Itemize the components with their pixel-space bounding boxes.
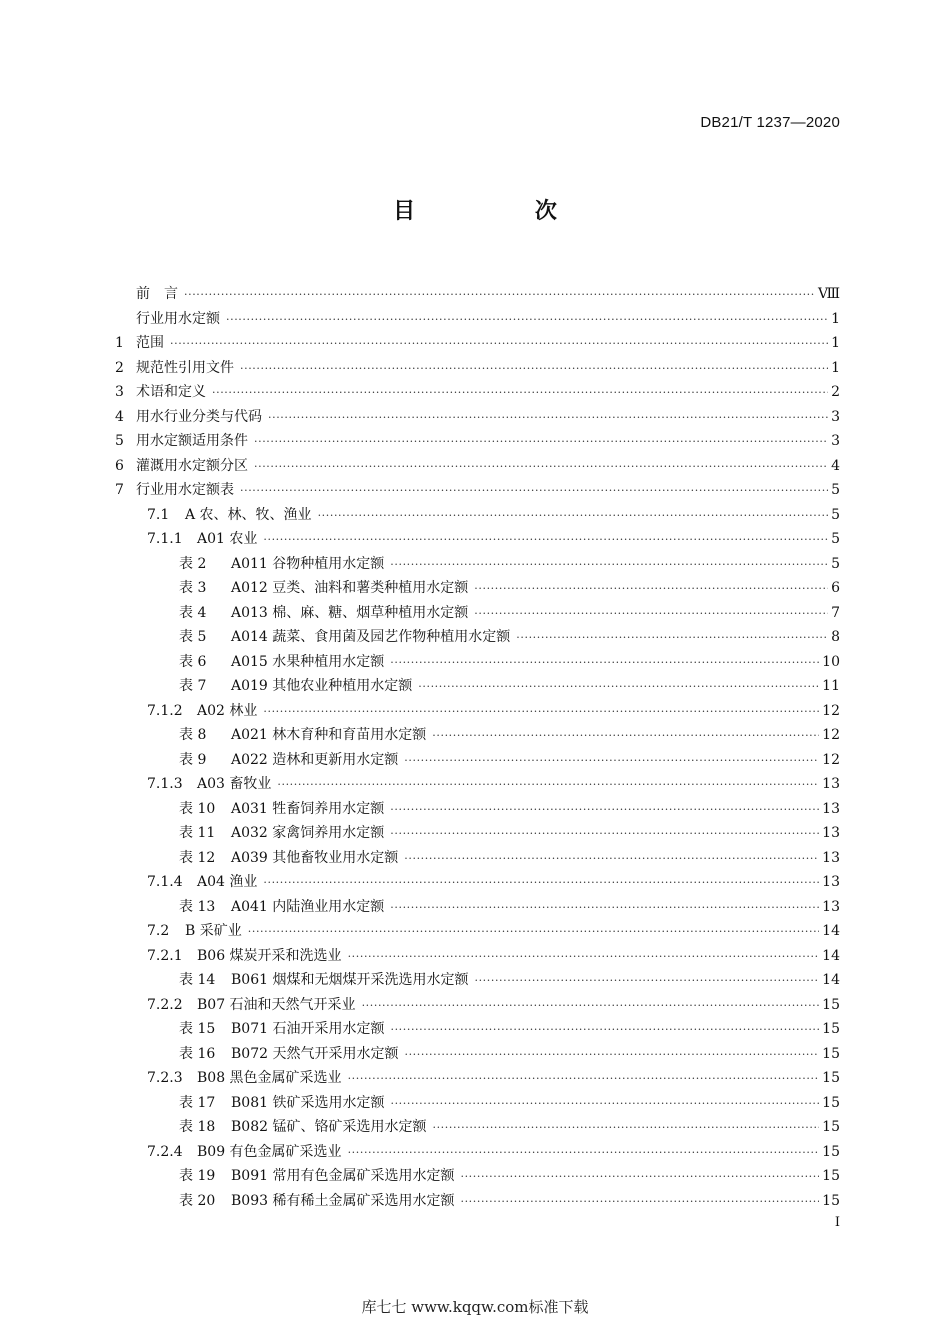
toc-entry-page: 12 bbox=[822, 751, 840, 768]
toc-entry-page: Ⅷ bbox=[817, 286, 840, 302]
toc-entry-label: B091 常用有色金属矿采选用水定额 bbox=[231, 1168, 455, 1184]
toc-entry-page: 5 bbox=[831, 555, 840, 572]
toc-entry-page: 13 bbox=[822, 874, 840, 890]
toc-entry-label: A012 豆类、油料和薯类种植用水定额 bbox=[231, 580, 469, 596]
toc-entry-page: 12 bbox=[822, 702, 840, 719]
toc-entry-number: 7.2.1 bbox=[147, 947, 183, 964]
toc-entry-29[interactable] bbox=[115, 993, 840, 1018]
toc-entry-4[interactable] bbox=[115, 380, 840, 405]
toc-entry-label: A014 蔬菜、食用菌及园艺作物种植用水定额 bbox=[231, 629, 511, 645]
toc-leader-dots bbox=[390, 822, 819, 847]
toc-entry-page: 5 bbox=[831, 506, 840, 523]
toc-entry-label: B061 烟煤和无烟煤开采洗选用水定额 bbox=[231, 972, 469, 988]
toc-entry-label: B09 有色金属矿采选业 bbox=[197, 1143, 342, 1160]
toc-entry-page: 15 bbox=[822, 1192, 840, 1209]
toc-entry-6[interactable] bbox=[115, 429, 840, 454]
toc-entry-number: 2 bbox=[115, 359, 124, 376]
toc-entry-35[interactable] bbox=[115, 1140, 840, 1165]
toc-leader-dots bbox=[390, 896, 819, 921]
toc-leader-dots bbox=[404, 847, 819, 872]
toc-entry-number: 7.2.2 bbox=[147, 996, 183, 1013]
toc-leader-dots bbox=[348, 945, 820, 970]
toc-leader-dots bbox=[404, 749, 819, 774]
toc-entry-number: 7.1.1 bbox=[147, 531, 183, 547]
toc-entry-page: 15 bbox=[822, 996, 840, 1013]
toc-entry-page: 15 bbox=[822, 1094, 840, 1111]
toc-leader-dots bbox=[254, 430, 828, 455]
toc-entry-8[interactable] bbox=[115, 478, 840, 503]
toc-entry-30[interactable] bbox=[115, 1017, 840, 1042]
toc-entry-number: 表 9 bbox=[179, 751, 207, 768]
toc-leader-dots bbox=[184, 283, 815, 308]
toc-entry-33[interactable] bbox=[115, 1091, 840, 1116]
toc-leader-dots bbox=[390, 651, 819, 676]
table-of-contents bbox=[115, 282, 840, 1213]
toc-entry-number: 表 19 bbox=[179, 1168, 216, 1184]
toc-entry-label: 灌溉用水定额分区 bbox=[136, 457, 248, 474]
toc-leader-dots bbox=[318, 504, 829, 529]
toc-entry-label: A021 林木育种和育苗用水定额 bbox=[231, 727, 427, 743]
toc-entry-label: 规范性引用文件 bbox=[136, 359, 234, 376]
toc-entry-page: 5 bbox=[831, 482, 840, 498]
toc-leader-dots bbox=[268, 406, 828, 431]
toc-entry-page: 13 bbox=[822, 898, 840, 915]
toc-entry-label: A015 水果种植用水定额 bbox=[231, 653, 385, 670]
toc-entry-label: 术语和定义 bbox=[136, 384, 206, 400]
toc-entry-number: 表 5 bbox=[179, 629, 207, 645]
toc-entry-label: A041 内陆渔业用水定额 bbox=[231, 898, 385, 915]
toc-entry-page: 5 bbox=[831, 531, 840, 547]
toc-entry-label: 用水定额适用条件 bbox=[136, 433, 248, 449]
toc-entry-23[interactable] bbox=[115, 846, 840, 871]
toc-entry-number: 表 12 bbox=[179, 849, 216, 866]
toc-leader-dots bbox=[460, 1165, 819, 1190]
toc-entry-number: 表 20 bbox=[179, 1192, 216, 1209]
toc-leader-dots bbox=[474, 577, 828, 602]
toc-leader-dots bbox=[390, 553, 828, 578]
toc-entry-number: 7.1.3 bbox=[147, 776, 183, 792]
toc-entry-number: 7.1.4 bbox=[147, 874, 183, 890]
toc-entry-12[interactable] bbox=[115, 576, 840, 601]
toc-entry-26[interactable] bbox=[115, 919, 840, 944]
toc-entry-number: 7.1 bbox=[147, 506, 170, 523]
toc-leader-dots bbox=[432, 724, 819, 749]
toc-entry-20[interactable] bbox=[115, 772, 840, 797]
toc-entry-page: 13 bbox=[822, 825, 840, 841]
toc-entry-10[interactable] bbox=[115, 527, 840, 552]
toc-entry-15[interactable] bbox=[115, 650, 840, 675]
toc-leader-dots bbox=[460, 1190, 819, 1215]
toc-entry-page: 15 bbox=[822, 1143, 840, 1160]
toc-entry-label: A039 其他畜牧业用水定额 bbox=[231, 849, 399, 866]
toc-entry-27[interactable] bbox=[115, 944, 840, 969]
toc-leader-dots bbox=[432, 1116, 819, 1141]
toc-leader-dots bbox=[170, 332, 828, 357]
toc-entry-page: 1 bbox=[831, 359, 840, 376]
toc-leader-dots bbox=[390, 1018, 819, 1043]
toc-entry-page: 7 bbox=[831, 604, 840, 621]
toc-entry-7[interactable] bbox=[115, 454, 840, 479]
toc-entry-page: 2 bbox=[831, 384, 840, 400]
toc-leader-dots bbox=[418, 675, 819, 700]
toc-entry-label: 范围 bbox=[136, 335, 164, 351]
toc-leader-dots bbox=[404, 1043, 819, 1068]
toc-entry-16[interactable] bbox=[115, 674, 840, 699]
toc-entry-number: 表 18 bbox=[179, 1119, 216, 1135]
toc-entry-page: 15 bbox=[822, 1070, 840, 1086]
toc-entry-25[interactable] bbox=[115, 895, 840, 920]
toc-leader-dots bbox=[348, 1067, 820, 1092]
toc-entry-page: 3 bbox=[831, 408, 840, 425]
toc-entry-number: 7.2.4 bbox=[147, 1143, 183, 1160]
toc-entry-label: A03 畜牧业 bbox=[197, 776, 272, 792]
toc-entry-page: 1 bbox=[831, 310, 840, 327]
toc-leader-dots bbox=[390, 798, 819, 823]
toc-entry-31[interactable] bbox=[115, 1042, 840, 1067]
toc-entry-22[interactable] bbox=[115, 821, 840, 846]
toc-entry-label: A013 棉、麻、糖、烟草种植用水定额 bbox=[231, 604, 469, 621]
toc-entry-label: B07 石油和天然气开采业 bbox=[197, 996, 356, 1013]
toc-entry-page: 3 bbox=[831, 433, 840, 449]
toc-entry-page: 13 bbox=[822, 800, 840, 817]
toc-entry-number: 表 13 bbox=[179, 898, 216, 915]
toc-entry-number: 表 16 bbox=[179, 1045, 216, 1062]
toc-entry-21[interactable] bbox=[115, 797, 840, 822]
toc-entry-label: B082 锰矿、铬矿采选用水定额 bbox=[231, 1119, 427, 1135]
toc-entry-label: A022 造林和更新用水定额 bbox=[231, 751, 399, 768]
toc-entry-label: A019 其他农业种植用水定额 bbox=[231, 678, 413, 694]
toc-entry-36[interactable] bbox=[115, 1164, 840, 1189]
toc-entry-page: 6 bbox=[831, 580, 840, 596]
toc-entry-label: 用水行业分类与代码 bbox=[136, 408, 262, 425]
toc-leader-dots bbox=[226, 308, 828, 333]
toc-entry-label: A04 渔业 bbox=[197, 874, 258, 890]
toc-entry-28[interactable] bbox=[115, 968, 840, 993]
toc-entry-number: 表 8 bbox=[179, 727, 207, 743]
toc-entry-page: 14 bbox=[822, 947, 840, 964]
toc-entry-label: B08 黑色金属矿采选业 bbox=[197, 1070, 342, 1086]
toc-entry-number: 表 2 bbox=[179, 555, 207, 572]
toc-entry-number: 表 17 bbox=[179, 1094, 216, 1111]
toc-leader-dots bbox=[474, 602, 828, 627]
toc-entry-page: 4 bbox=[831, 457, 840, 474]
toc-entry-0[interactable] bbox=[115, 282, 840, 307]
toc-entry-2[interactable] bbox=[115, 331, 840, 356]
toc-entry-page: 10 bbox=[822, 653, 840, 670]
toc-entry-page: 11 bbox=[822, 678, 840, 694]
toc-entry-14[interactable] bbox=[115, 625, 840, 650]
toc-entry-label: A011 谷物种植用水定额 bbox=[231, 555, 385, 572]
toc-entry-page: 14 bbox=[822, 923, 840, 939]
toc-entry-label: B072 天然气开采用水定额 bbox=[231, 1045, 399, 1062]
toc-entry-label: 行业用水定额 bbox=[136, 310, 220, 327]
document-code: DB21/T 1237—2020 bbox=[700, 114, 840, 131]
toc-entry-page: 13 bbox=[822, 849, 840, 866]
toc-entry-number: 表 14 bbox=[179, 972, 216, 988]
toc-entry-label: B093 稀有稀土金属矿采选用水定额 bbox=[231, 1192, 455, 1209]
toc-entry-page: 15 bbox=[822, 1168, 840, 1184]
toc-entry-page: 8 bbox=[831, 629, 840, 645]
toc-leader-dots bbox=[362, 994, 820, 1019]
toc-entry-page: 15 bbox=[822, 1119, 840, 1135]
toc-entry-3[interactable] bbox=[115, 356, 840, 381]
toc-entry-page: 15 bbox=[822, 1045, 840, 1062]
toc-entry-17[interactable] bbox=[115, 699, 840, 724]
toc-entry-number: 3 bbox=[115, 384, 124, 400]
toc-entry-number: 1 bbox=[115, 335, 124, 351]
toc-entry-page: 13 bbox=[822, 776, 840, 792]
toc-entry-5[interactable] bbox=[115, 405, 840, 430]
toc-entry-label: A032 家禽饲养用水定额 bbox=[231, 825, 385, 841]
toc-entry-label: 行业用水定额表 bbox=[136, 482, 234, 498]
toc-entry-label: 前 言 bbox=[136, 286, 178, 302]
toc-entry-number: 4 bbox=[115, 408, 124, 425]
toc-leader-dots bbox=[212, 381, 828, 406]
toc-entry-number: 表 3 bbox=[179, 580, 207, 596]
toc-leader-dots bbox=[474, 969, 819, 994]
page-title: 目 次 bbox=[393, 199, 613, 224]
toc-entry-13[interactable] bbox=[115, 601, 840, 626]
toc-leader-dots bbox=[263, 700, 819, 725]
toc-entry-number: 6 bbox=[115, 457, 124, 474]
toc-leader-dots bbox=[277, 773, 819, 798]
toc-entry-9[interactable] bbox=[115, 503, 840, 528]
toc-entry-number: 表 6 bbox=[179, 653, 207, 670]
toc-entry-24[interactable] bbox=[115, 870, 840, 895]
toc-leader-dots bbox=[263, 871, 819, 896]
toc-entry-label: A01 农业 bbox=[197, 531, 258, 547]
toc-entry-11[interactable] bbox=[115, 552, 840, 577]
toc-leader-dots bbox=[240, 479, 828, 504]
toc-entry-label: B071 石油开采用水定额 bbox=[231, 1021, 385, 1037]
toc-entry-page: 12 bbox=[822, 727, 840, 743]
toc-entry-number: 7.2 bbox=[147, 923, 170, 939]
toc-entry-label: B081 铁矿采选用水定额 bbox=[231, 1094, 385, 1111]
toc-entry-number: 7.1.2 bbox=[147, 702, 183, 719]
page-number: I bbox=[834, 1215, 840, 1230]
toc-entry-number: 5 bbox=[115, 433, 124, 449]
toc-entry-19[interactable] bbox=[115, 748, 840, 773]
toc-entry-number: 表 15 bbox=[179, 1021, 216, 1037]
toc-entry-number: 7.2.3 bbox=[147, 1070, 183, 1086]
toc-entry-label: A031 牲畜饲养用水定额 bbox=[231, 800, 385, 817]
toc-leader-dots bbox=[348, 1141, 820, 1166]
toc-leader-dots bbox=[254, 455, 828, 480]
toc-entry-page: 14 bbox=[822, 972, 840, 988]
toc-entry-32[interactable] bbox=[115, 1066, 840, 1091]
toc-leader-dots bbox=[516, 626, 828, 651]
toc-entry-label: B06 煤炭开采和洗选业 bbox=[197, 947, 342, 964]
toc-leader-dots bbox=[248, 920, 819, 945]
toc-leader-dots bbox=[240, 357, 828, 382]
toc-entry-page: 1 bbox=[831, 335, 840, 351]
toc-entry-number: 表 10 bbox=[179, 800, 216, 817]
toc-leader-dots bbox=[263, 528, 828, 553]
toc-entry-number: 7 bbox=[115, 482, 124, 498]
toc-entry-37[interactable] bbox=[115, 1189, 840, 1214]
toc-entry-18[interactable] bbox=[115, 723, 840, 748]
toc-entry-1[interactable] bbox=[115, 307, 840, 332]
toc-entry-label: A 农、林、牧、渔业 bbox=[185, 506, 312, 523]
toc-entry-34[interactable] bbox=[115, 1115, 840, 1140]
toc-entry-page: 15 bbox=[822, 1021, 840, 1037]
toc-entry-label: B 采矿业 bbox=[185, 923, 242, 939]
toc-entry-number: 表 11 bbox=[179, 825, 216, 841]
footer-watermark: 库七七 www.kqqw.com标准下载 bbox=[361, 1298, 589, 1316]
toc-entry-label: A02 林业 bbox=[197, 702, 258, 719]
toc-entry-number: 表 4 bbox=[179, 604, 207, 621]
toc-entry-number: 表 7 bbox=[179, 678, 207, 694]
toc-leader-dots bbox=[390, 1092, 819, 1117]
